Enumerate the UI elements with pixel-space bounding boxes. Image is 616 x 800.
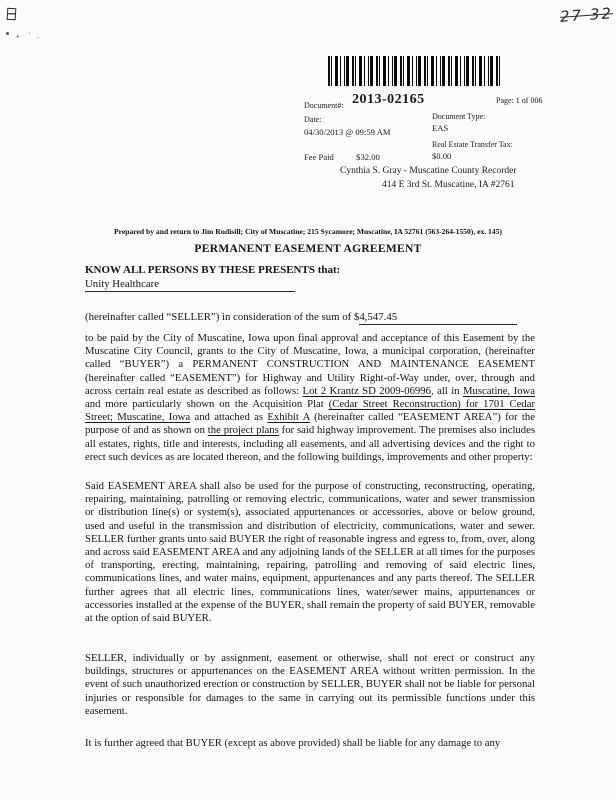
know-all-clause: KNOW ALL PERSONS BY THESE PRESENTS that: bbox=[85, 264, 341, 276]
transfer-tax-label: Real Estate Transfer Tax: bbox=[432, 140, 513, 149]
paragraph-easement-use: Said EASEMENT AREA shall also be used for the purpose of constructing, reconstructing, operating, repairing, maintaining, patrolling or removing electric, communications, water and sewer transmission or distribution line(s) or system(s), associated appurtenances or accessories, above or below ground, used and useful in the transmission and distribution of electricity, communications, water and sewer. SELLER further grants unto said BUYER the right of reasonable ingress and egress to, from, over, along and across said EASEMENT AREA and any adjoining lands of the SELLER at all times for the purposes of transporting, erecting, maintaining, repairing, patrolling and removing of said electric lines, communications lines, and water mains, equipment, appurtenances and any parts thereof. The SELLER further agrees that all electric lines, communications lines, water/sewer mains, appurtenances or accessories installed at the expense of the BUYER, shall remain the property of said BUYER, removable at the option of said BUYER. bbox=[85, 480, 535, 625]
scan-artifact-dots bbox=[6, 32, 9, 35]
document-type-value: EAS bbox=[432, 123, 449, 133]
scan-artifact-stamp bbox=[7, 8, 17, 20]
date-label: Date: bbox=[304, 115, 322, 124]
paragraph-grant bbox=[85, 332, 535, 464]
p1-fillin-plat: (Cedar Street Reconstruction) for 1701 Cedar Street; Muscatine, Iowa bbox=[85, 398, 536, 424]
recorder-name-line: Cynthia S. Gray - Muscatine County Recorder bbox=[340, 166, 517, 176]
paragraph-buyer-liability: It is further agreed that BUYER (except as above provided) shall be liable for any damage to any bbox=[85, 737, 501, 749]
p1-fillin-legal-description: Lot 2 Krantz SD 2009-06996 bbox=[302, 384, 431, 397]
fee-paid-row bbox=[304, 152, 380, 162]
seller-name bbox=[85, 278, 295, 292]
p1-fillin-city: Muscatine, Iowa bbox=[462, 384, 535, 397]
document-title: PERMANENT EASEMENT AGREEMENT bbox=[194, 243, 422, 255]
fee-paid-label: Fee Paid bbox=[304, 152, 334, 162]
consideration-prefix: (hereinafter called “SELLER”) in consideration of the sum of $ bbox=[85, 311, 360, 323]
fee-paid-value: $32.00 bbox=[356, 152, 380, 162]
seller-name-text: Unity Healthcare bbox=[85, 278, 295, 292]
paragraph-seller-restrictions: SELLER, individually or by assignment, easement or otherwise, shall not erect or construct any buildings, structures or appurtenances on the EASEMENT AREA without written permission. In the event of such unauthorized erection or construction by SELLER, BUYER shall not be liable for personal injuries or responsible for damages to the same in carrying out its permissible functions under this easement. bbox=[85, 652, 535, 717]
transfer-tax-value: $0.00 bbox=[432, 151, 452, 161]
document-type-label: Document Type: bbox=[432, 112, 486, 121]
p1-fillin-exhibit: Exhibit A bbox=[267, 411, 310, 424]
consideration-amount: 4,547.45 bbox=[359, 311, 517, 325]
consideration-line bbox=[85, 311, 545, 325]
p1-fillin-project-plans: the project plans bbox=[207, 424, 279, 437]
barcode bbox=[328, 56, 502, 86]
document-number-label: Document#: bbox=[304, 101, 344, 110]
date-value: 04/30/2013 @ 09:59 AM bbox=[304, 127, 391, 137]
recorder-address-line: 414 E 3rd St. Muscatine, IA #2761 bbox=[382, 180, 515, 190]
p1-text-6: and attached as bbox=[190, 411, 268, 424]
p1-text-0: to be paid by the City of Muscatine, Iowa upon final approval and acceptance of this Easement by the Muscatine City Council, grants to the City of Muscatine, Iowa, a municipal corporation, (hereinafter called “BUYER”) a PERMANENT CONSTRUCTION AND MAINTENANCE EASEMENT (hereinafter called “EASEMENT”) for Highway and Utility Right-of-Way under, over, through and across certain real estate as described as follows: bbox=[85, 332, 535, 397]
prepared-by-line: Prepared by and return to Jim Rudisill; City of Muscatine; 215 Sycamore; Muscatine, IA 52761 (563-264-1550), ex. 145) bbox=[114, 227, 502, 236]
p1-text-4: and more particularly shown on the Acquisition Plat bbox=[85, 398, 329, 411]
handwritten-mark: 27 32 bbox=[559, 4, 614, 26]
p1-text-8: (hereinafter called “EASEMENT AREA”) for the purpose of and as shown on bbox=[85, 411, 535, 437]
p1-text-10: for said highway improvement. The premises also includes all estates, rights, title and interests, including all easements, and all advertising devices and the right to erect such devices as are located thereon, and the following buildings, improvements and other property: bbox=[85, 424, 536, 463]
document-number-value: 2013-02165 bbox=[352, 92, 425, 107]
page-count-label: Page: 1 of 006 bbox=[496, 96, 543, 105]
p1-text-2: , all in bbox=[430, 384, 463, 397]
